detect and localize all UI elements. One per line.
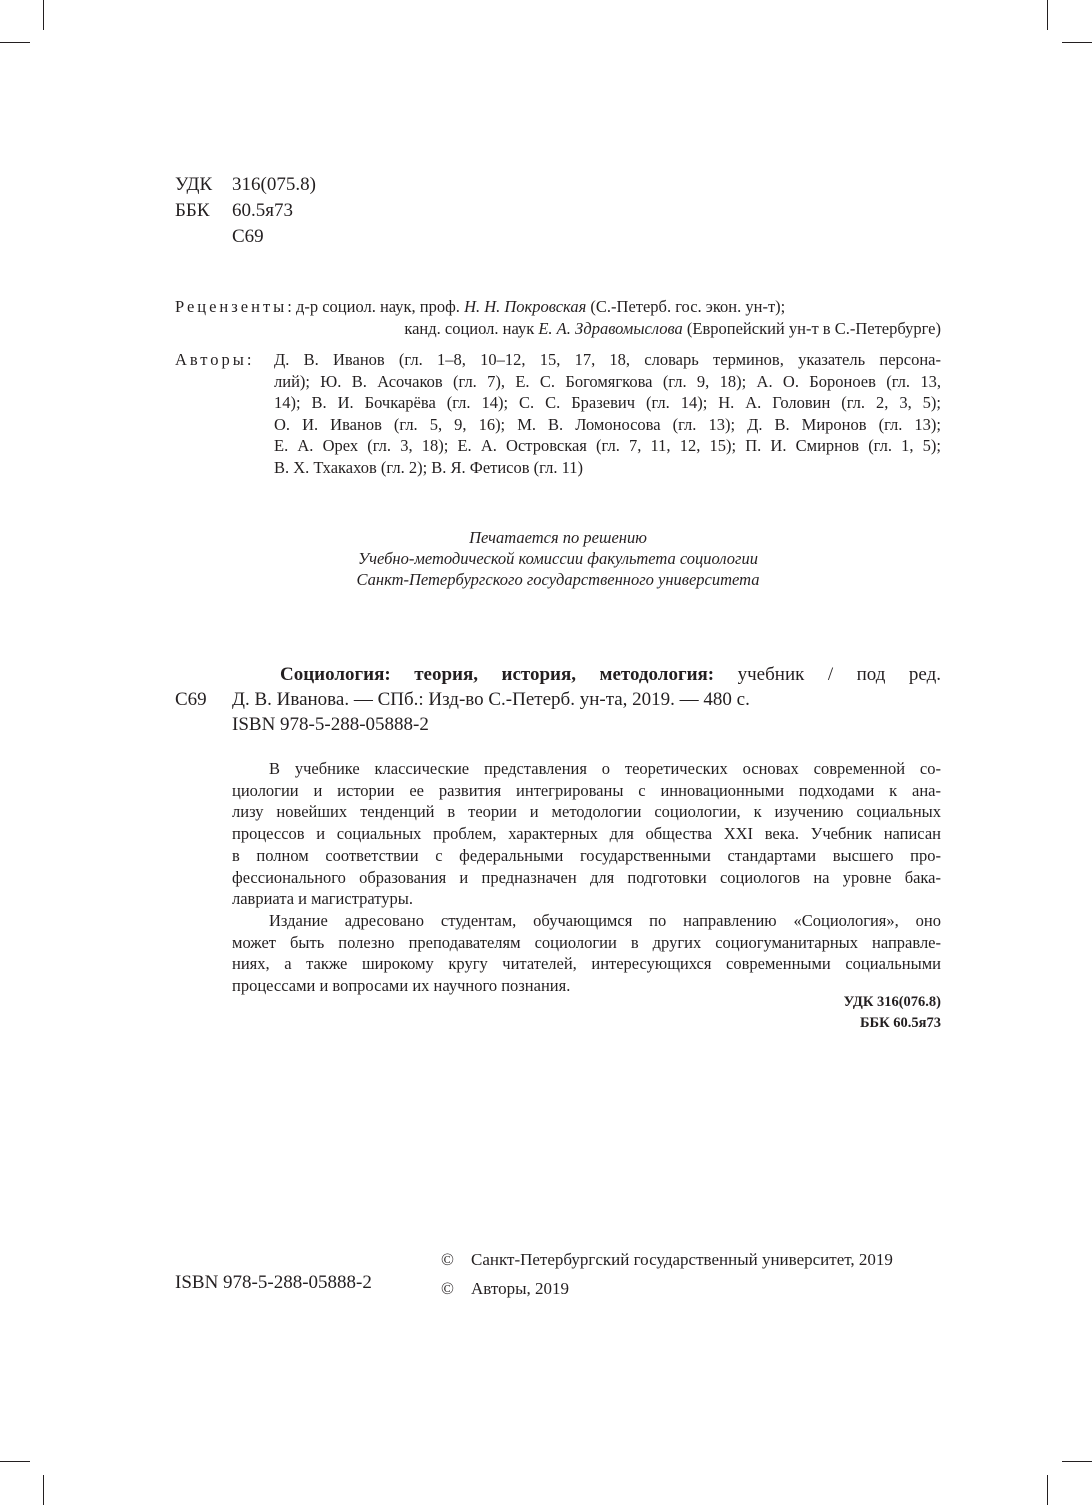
authors-line: О. И. Иванов (гл. 5, 9, 16); М. В. Ломоносова (гл. 13); Д. В. Миронов (гл. 13);: [274, 414, 941, 434]
annotation-line: процессов и социальных проблем, характерных для общества XXI века. Учебник написан: [232, 824, 941, 844]
bib-author-mark: С69: [175, 689, 207, 710]
reviewers-line-1: [175, 296, 941, 318]
reviewer-1-affiliation: (С.-Петерб. гос. экон. ун-т);: [590, 297, 786, 316]
annotation-paragraph-2: [232, 910, 941, 997]
approval-line: Печатается по решению: [469, 528, 647, 547]
book-title: Социология: теория, история, методология:: [280, 664, 715, 685]
annotation: [232, 758, 941, 997]
crop-mark-bottom-left-v: [43, 1475, 44, 1505]
annotation-line: лавриата и магистратуры.: [232, 889, 413, 909]
authors-line: Д. В. Иванов (гл. 1–8, 10–12, 15, 17, 18, словарь терминов, указатель персона-: [274, 350, 941, 369]
approval-line: Учебно-методической комиссии факультета социологии: [358, 549, 758, 568]
reviewers-line-2: [175, 318, 941, 340]
crop-mark-top-right-v: [1047, 0, 1048, 30]
annotation-line: процессами и вопросами их научного познания.: [232, 976, 571, 996]
annotation-paragraph-1: [232, 758, 941, 910]
approval-line: Санкт-Петербургского государственного университета: [356, 570, 760, 589]
reviewer-2-name: Е. А. Здравомыслова: [538, 318, 683, 338]
udk-value: 316(075.8): [232, 174, 316, 195]
copyright-icon: ©: [441, 1250, 454, 1269]
authors-label: Авторы:: [175, 350, 255, 369]
bib-publisher-line: Д. В. Иванова. — СПб.: Изд-во С.-Петерб. ун-та, 2019. — 480 с.: [232, 689, 750, 710]
reviewer-1-name: Н. Н. Покровская: [464, 297, 587, 316]
copyright-holder: Санкт-Петербургский государственный университет, 2019: [471, 1250, 893, 1269]
author-mark: С69: [232, 226, 264, 247]
annotation-line: В учебнике классические представления о теоретических основах современной со-: [269, 759, 941, 778]
reviewer-2-degree: канд. социол. наук: [404, 318, 535, 338]
bbk-label: ББК: [175, 200, 210, 221]
approval-note: [175, 527, 941, 590]
annotation-line: в полном соответствии с федеральными государственными стандартами высшего про-: [232, 845, 941, 865]
bbk-value: 60.5я73: [232, 200, 293, 221]
annotation-line: может быть полезно преподавателям социологии в других социогуманитарных направле-: [232, 932, 941, 952]
reviewer-1-degree: : д-р социол. наук, проф.: [287, 297, 460, 316]
crop-mark-bottom-right-h: [1062, 1461, 1092, 1462]
copyright-line-university: [441, 1245, 893, 1274]
annotation-line: Издание адресовано студентам, обучающимся по направлению «Социология», оно: [269, 910, 941, 930]
reviewers-label: Рецензенты: [175, 297, 288, 316]
authors-line: лий); Ю. В. Асочаков (гл. 7), Е. С. Богомягкова (гл. 9, 18); А. О. Бороноев (гл. 13,: [274, 371, 941, 391]
classification-summary: [844, 992, 941, 1034]
copyright-icon: ©: [441, 1279, 454, 1298]
authors-list: [274, 349, 941, 478]
crop-mark-top-left-v: [43, 0, 44, 30]
authors-line: Е. А. Орех (гл. 3, 18); Е. А. Островская (гл. 7, 11, 12, 15); П. И. Смирнов (гл. 1, 5);: [274, 436, 941, 455]
isbn-footer: ISBN 978-5-288-05888-2: [175, 1272, 372, 1293]
udk-row: [175, 172, 316, 198]
copyright-holder: Авторы, 2019: [471, 1279, 570, 1298]
annotation-line: лизу новейших тенденций в теории и методологии социологии, к изучению социальных: [232, 802, 941, 822]
crop-mark-bottom-right-v: [1047, 1475, 1048, 1505]
udk-summary: УДК 316(076.8): [843, 994, 941, 1010]
udk-label: УДК: [175, 174, 213, 195]
annotation-line: ниях, а также широкому кругу читателей, интересующихся современными социальными: [232, 954, 941, 974]
bibliographic-entry: [175, 662, 941, 737]
authors-block: [175, 349, 941, 478]
bib-title-line: [280, 662, 941, 687]
copyright-block: [441, 1245, 893, 1303]
reviewer-2-affiliation: (Европейский ун-т в С.-Петербурге): [686, 318, 941, 338]
book-type: учебник / под ред.: [714, 664, 941, 685]
crop-mark-top-right-h: [1062, 42, 1092, 43]
author-mark-row: [175, 224, 316, 250]
classification-block: [175, 172, 316, 250]
bbk-row: [175, 198, 316, 224]
authors-line: 14); В. И. Бочкарёва (гл. 14); С. С. Бразевич (гл. 14); Н. А. Головин (гл. 2, 3, 5);: [274, 393, 941, 412]
annotation-line: фессионального образования и предназначен для подготовки социологов на уровне бака-: [232, 867, 941, 887]
crop-mark-top-left-h: [0, 42, 30, 43]
annotation-line: циологии и истории ее развития интегрированы с инновационными подходами к ана-: [232, 780, 941, 800]
authors-line: В. Х. Тхакахов (гл. 2); В. Я. Фетисов (гл. 11): [274, 457, 583, 477]
copyright-line-authors: [441, 1274, 893, 1303]
crop-mark-bottom-left-h: [0, 1461, 30, 1462]
reviewers-block: [175, 296, 941, 339]
bib-isbn: ISBN 978-5-288-05888-2: [232, 714, 429, 735]
bbk-summary: ББК 60.5я73: [859, 1015, 941, 1031]
